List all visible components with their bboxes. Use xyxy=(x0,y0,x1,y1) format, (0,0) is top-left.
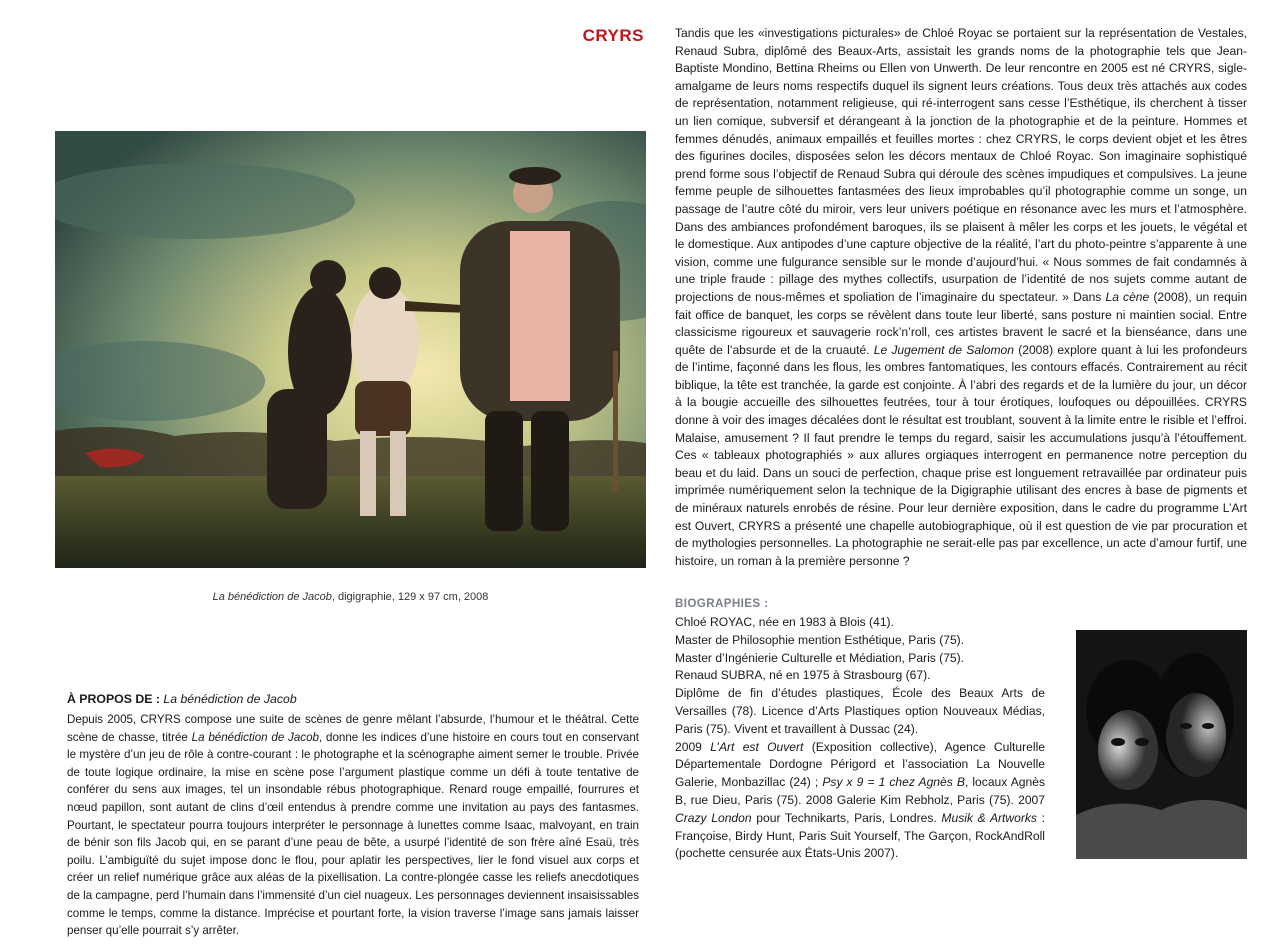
photo-caption xyxy=(55,591,646,603)
artwork-photo xyxy=(55,131,646,568)
text-run: Diplôme de fin d’études plastiques, École des Beaux Arts de Versailles (78). Licence d’Arts Plastiques option Nouveaux Médias, Paris (75). Vivent et travaillent à Dussac (24). xyxy=(675,686,1045,736)
bio-line xyxy=(675,667,1045,685)
text-run: Depuis 2005, CRYRS compose une suite de scènes de genre mêlant l’absurde, l’humour et le théâtral. Cette scène de chasse, titrée xyxy=(67,713,639,744)
italic-text-run: Musik & Artworks xyxy=(941,810,1037,825)
text-run: , digigraphie, 129 x 97 cm, 2008 xyxy=(331,591,489,603)
text-run: , donne les indices d’une histoire en cours tout en conservant le mystère d’un jeu de rôle à contre-courant : le photographe et la scénographe aiment semer le trouble. Privée de toute logique ordinaire, la mise en scène pose l’argument plastique comme un défi à toute tentative de conférer du sens aux images, tel un insondable rébus photographique. Renard rouge empaillé, fourrures et nœud papillon, sont autant de clins d’œil entendus à prendre comme une invitation au pays des fantasmes. Pourtant, le spectateur pourra toujours interpréter le personnage à lunettes comme Isaac, malvoyant, en train de bénir son fils Jacob qui, en se parant d’une peau de bête, a usurpé l’identité de son frère aîné Esaü, très poilu. L’ambiguïté du sujet impose donc le flou, pour aplatir les perspectives, lier le fond visuel aux corps et créer un relief numérique grâce aux aléas de la pixellisation. La contre-plongée casse les reliefs anecdotiques de la campagne, perd l’humain dans l’immensité d’un ciel nuageux. Les personnages deviennent insaisissables comme le temps, comme la distance. Imprécise et pourtant forte, la vision traverse l’image sans jamais laisser penser qu’elle pourrait s’y arrêter. xyxy=(67,730,640,938)
text-run: pour Technikarts, Paris, Londres. xyxy=(751,810,942,825)
bio-line xyxy=(675,685,1045,738)
main-article-text xyxy=(675,25,1247,570)
text-run: , locaux Agnès B, rue Dieu, Paris (75). 2008 Galerie Kim Rebholz, Paris (75). 2007 xyxy=(675,775,1046,807)
italic-text-run: L’Art est Ouvert xyxy=(710,739,804,754)
about-work-title: La bénédiction de Jacob xyxy=(163,692,297,706)
text-run: (2008) explore quant à lui les profondeurs de l’intime, façonné dans les flous, les ombres fantomatiques, les contours effacés. Contrairement au récit biblique, la tête est tranchée, la garde est conjointe. À l’abri des regards et de la lumière du jour, un décor à la bougie accueille des silhouettes feutrées, tour à tour érotiques, loufoques ou dépouillées. CRYRS donne à voir des images décalées dont le résultat est troublant, souvent à la limite entre le risible et l’effroi. Malaise, amusement ? Il faut prendre le temps du regard, saisir les accumulations jusqu’à l’étouffement. Ces « tableaux photographiés » aux allures orgiaques interrogent en permanence notre perception du beau et du laid. Dans un souci de perfection, chaque prise est longuement retravaillée par ordinateur puis imprimée numériquement selon la technique de la Digigraphie utilisant des encres à base de pigments et de minéraux naturels enrobés de résine. Pour leur dernière exposition, dans le cadre du programme L’Art est Ouvert, CRYRS a présenté une chapelle autobiographique, où il est question de vie par procuration et de mythologies personnelles. La photographie ne serait-elle pas par excellence, un acte d’amour furtif, une histoire, un roman à la première personne ? xyxy=(675,342,1247,568)
artists-portrait-photo xyxy=(1076,630,1247,859)
bio-line xyxy=(675,650,1045,668)
bio-line xyxy=(675,739,1045,864)
text-run: (2008), un requin fait office de banquet, les corps se révèlent dans toute leur liberté, sans posture ni maintien social. Entre classicisme rigoureux et sauvagerie rock’n’roll, ces artistes bravent le sacré et la bienséance, dans une quête de l’absurde et de la cruauté. xyxy=(675,289,1247,357)
italic-text-run: Psy x 9 = 1 chez Agnès B xyxy=(822,775,965,790)
text-run: (Exposition collective), Agence Culturelle Départementale Dordogne Périgord et l’association La Nouvelle Galerie, Monbazillac (24) ; xyxy=(675,739,1045,790)
italic-text-run: La bénédiction de Jacob xyxy=(212,591,332,603)
biographies-heading: BIOGRAPHIES : xyxy=(675,597,769,610)
about-label: À PROPOS DE : xyxy=(67,692,160,706)
bio-line xyxy=(675,614,1045,632)
text-run: Master de Philosophie mention Esthétique, Paris (75). xyxy=(675,632,965,647)
text-run: Master d’Ingénierie Culturelle et Médiation, Paris (75). xyxy=(675,650,965,665)
italic-text-run: La bénédiction de Jacob xyxy=(191,730,319,744)
biographies-list xyxy=(675,614,1045,863)
italic-text-run: Le Jugement de Salomon xyxy=(873,342,1015,357)
italic-text-run: Crazy London xyxy=(675,810,752,825)
article-title: CRYRS xyxy=(582,26,644,45)
text-run: Chloé ROYAC, née en 1983 à Blois (41). xyxy=(675,615,894,629)
about-text xyxy=(67,711,639,940)
text-run: Renaud SUBRA, né en 1975 à Strasbourg (67). xyxy=(675,668,931,683)
text-run: Tandis que les «investigations picturales» de Chloé Royac se portaient sur la représentation de Vestales, Renaud Subra, diplômé des Beaux-Arts, assistait les grands noms de la photographie tels que Jean-Baptiste Mondino, Bettina Rheims ou Ellen von Unwerth. De leur rencontre en 2005 est né CRYRS, sigle-amalgame de leurs noms respectifs duquel ils signent leurs créations. Tous deux très attachés aux codes de représentation, notamment religieuse, qui ré-interrogent sans cesse l’Esthétique, ils cherchent à tisser un lien comique, subversif et dérangeant à la jonction de la photographie et de la peinture. Hommes et femmes dénudés, animaux empaillés et feuilles mortes : chez CRYRS, le corps devient objet et les êtres des figurines dociles, disposées selon les décors mentaux de Chloé Royac. Son imaginaire sophistiqué prend forme sous l’objectif de Renaud Subra qui déroule des scènes impudiques et compulsives. La jeune femme peuple de silhouettes fantasmées des lieux improbables qu’il photographie comme un songe, un passage de l’autre côté du miroir, vers leur univers poétique en résonance avec les murs et l’atmosphère. Dans des ambiances profondément baroques, ils se plaisent à mêler les corps et les jouets, le végétal et le domestique. Aux antipodes d’une capture objective de la réalité, l’art du photo-peintre s’apparente à une vision, comme une fulgurance sensible sur le monde d’aujourd’hui. « Nous sommes de fait condamnés à une triple fraude : pillage des mythes collectifs, usurpation de l’identité de nos sujets comme autant de projections de nous-mêmes et spoliation de l’imaginaire du spectateur. » Dans xyxy=(675,26,1247,304)
text-run: : Françoise, Birdy Hunt, Paris Suit Yourself, The Garçon, RockAndRoll (pochette censurée aux États-Unis 2007). xyxy=(675,810,1046,861)
text-run: 2009 xyxy=(675,739,711,754)
about-heading xyxy=(67,692,647,706)
bio-line xyxy=(675,632,1045,650)
italic-text-run: La cène xyxy=(1105,289,1150,304)
